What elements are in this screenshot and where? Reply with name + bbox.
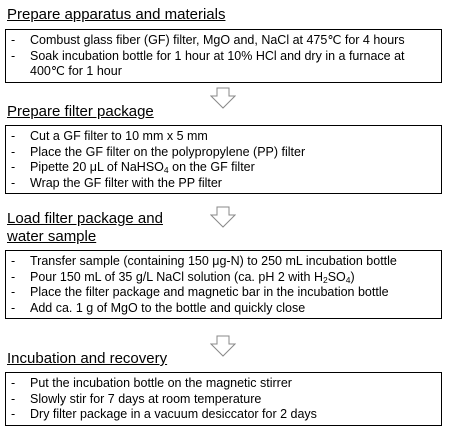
bullet-dash: - [11, 269, 16, 284]
item-text-part: SO [327, 269, 346, 284]
bullet-dash: - [11, 376, 16, 390]
list-item [10, 392, 437, 408]
list-item [10, 176, 437, 192]
list-item [10, 129, 437, 145]
item-text-part: Pour 150 mL of 35 g/L NaCl solution (ca. pH 2 with H [30, 269, 323, 284]
section-3-heading [7, 210, 163, 246]
down-arrow-icon [210, 335, 236, 357]
bullet-dash: - [11, 391, 16, 406]
subscript: 2 [322, 274, 328, 285]
bullet-dash: - [11, 33, 16, 47]
section-3-heading-line-1: Load filter package and [7, 210, 163, 227]
item-text: Place the filter package and magnetic bar in the incubation bottle [30, 285, 389, 300]
section-2-heading: Prepare filter package [7, 103, 154, 120]
down-arrow-icon [210, 206, 236, 228]
down-arrow-icon [210, 87, 236, 109]
section-4-heading: Incubation and recovery [7, 350, 168, 367]
list-item [10, 254, 437, 270]
list-item [10, 160, 437, 176]
bullet-dash: - [11, 254, 16, 268]
item-text: Transfer sample (containing 150 μg-N) to 250 mL incubation bottle [30, 254, 397, 268]
section-4-box [5, 372, 442, 426]
item-text: Add ca. 1 g of MgO to the bottle and quickly close [30, 300, 306, 315]
list-item [10, 285, 437, 301]
section-1-box [5, 29, 442, 83]
list-item [10, 376, 437, 392]
item-text: Slowly stir for 7 days at room temperature [30, 391, 262, 406]
subscript: 4 [345, 274, 351, 285]
item-text: Combust glass fiber (GF) filter, MgO and, NaCl at 475℃ for 4 hours [30, 33, 405, 47]
bullet-dash: - [11, 160, 16, 175]
item-text: Cut a GF filter to 10 mm x 5 mm [30, 129, 208, 143]
section-2-box [5, 125, 442, 194]
bullet-dash: - [11, 175, 16, 190]
bullet-dash: - [11, 407, 16, 422]
item-text-part: on the GF filter [168, 160, 255, 175]
subscript: 4 [163, 165, 169, 176]
bullet-dash: - [11, 285, 16, 300]
item-text-part: Pipette 20 μL of NaHSO [30, 160, 164, 175]
item-text: Put the incubation bottle on the magnetic stirrer [30, 376, 292, 390]
bullet-dash: - [11, 300, 16, 315]
list-item [10, 49, 437, 80]
item-text: Soak incubation bottle for 1 hour at 10% HCl and dry in a furnace at 400℃ for 1 hour [30, 48, 405, 79]
item-text-part: ) [350, 269, 355, 284]
item-text: Place the GF filter on the polypropylene (PP) filter [30, 144, 306, 159]
bullet-dash: - [11, 129, 16, 143]
item-text: Wrap the GF filter with the PP filter [30, 175, 222, 190]
bullet-dash: - [11, 144, 16, 159]
list-item [10, 301, 437, 317]
bullet-dash: - [11, 48, 16, 63]
list-item [10, 145, 437, 161]
list-item [10, 33, 437, 49]
list-item [10, 407, 437, 423]
section-1-heading: Prepare apparatus and materials [7, 6, 226, 23]
list-item [10, 270, 437, 286]
section-3-heading-line-2: water sample [7, 228, 97, 245]
item-text: Dry filter package in a vacuum desiccator for 2 days [30, 407, 317, 422]
section-3-box [5, 250, 442, 319]
